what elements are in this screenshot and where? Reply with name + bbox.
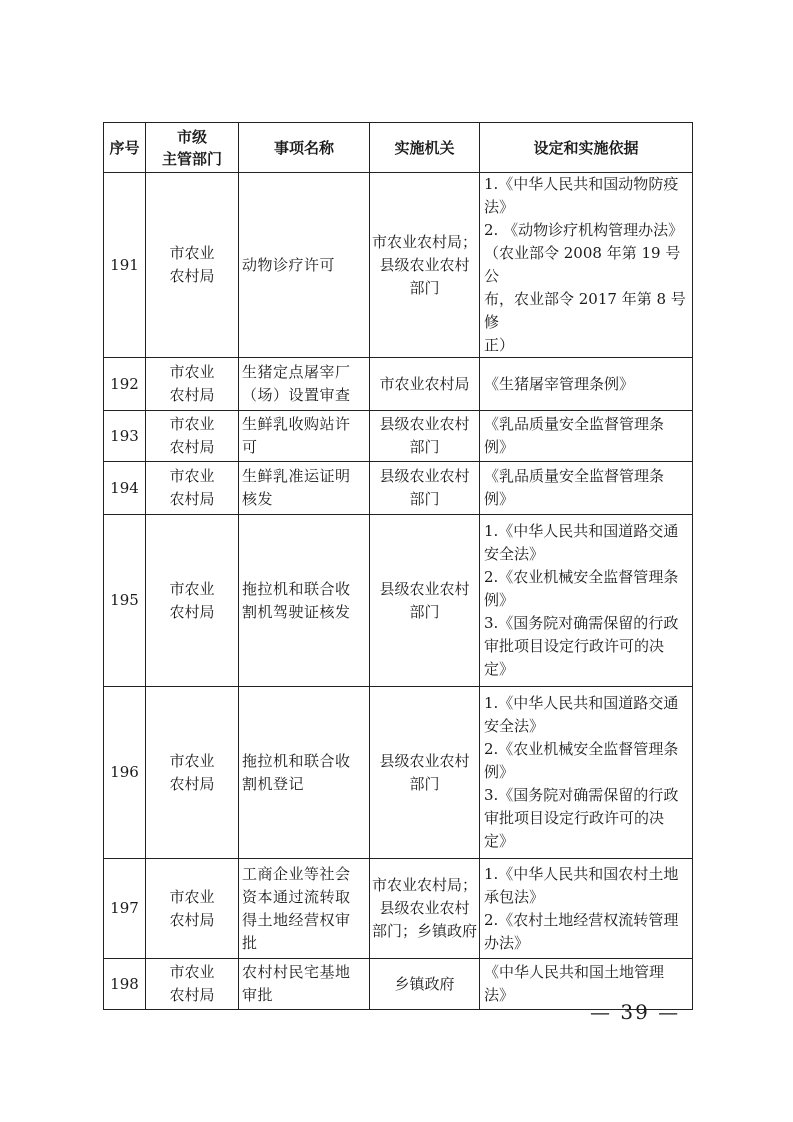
- cell-org: 乡镇政府: [370, 959, 480, 1010]
- cell-basis: 《乳品质量安全监督管理条 例》: [480, 462, 693, 515]
- cell-basis: 1.《中华人民共和国道路交通 安全法》 2.《农业机械安全监督管理条 例》 3.《国务院对确需保留的行政 审批项目设定行政许可的决 定》: [480, 515, 693, 687]
- cell-dept: 市农业 农村局: [146, 859, 239, 959]
- cell-item: 拖拉机和联合收 割机驾驶证核发: [239, 515, 370, 687]
- cell-seq: 193: [104, 411, 146, 462]
- cell-org: 县级农业农村 部门: [370, 411, 480, 462]
- cell-item: 拖拉机和联合收 割机登记: [239, 687, 370, 859]
- cell-item: 农村村民宅基地 审批: [239, 959, 370, 1010]
- table-row: [104, 173, 693, 358]
- cell-dept: 市农业 农村局: [146, 411, 239, 462]
- table-row: [104, 358, 693, 411]
- header-item: 事项名称: [239, 123, 370, 173]
- cell-item: 生鲜乳收购站许 可: [239, 411, 370, 462]
- cell-seq: 192: [104, 358, 146, 411]
- cell-item: 动物诊疗许可: [239, 173, 370, 358]
- cell-item: 生猪定点屠宰厂 （场）设置审查: [239, 358, 370, 411]
- header-seq: 序号: [104, 123, 146, 173]
- cell-dept: 市农业 农村局: [146, 515, 239, 687]
- header-basis: 设定和实施依据: [480, 123, 693, 173]
- cell-basis: 《中华人民共和国土地管理 法》: [480, 959, 693, 1010]
- cell-seq: 195: [104, 515, 146, 687]
- cell-basis: 《乳品质量安全监督管理条 例》: [480, 411, 693, 462]
- cell-org: 市农业农村局: [370, 358, 480, 411]
- cell-dept: 市农业 农村局: [146, 358, 239, 411]
- approval-items-table: [103, 122, 693, 1010]
- cell-basis: 1.《中华人民共和国农村土地 承包法》 2.《农村土地经营权流转管理 办法》: [480, 859, 693, 959]
- cell-dept: 市农业 农村局: [146, 462, 239, 515]
- cell-org: 县级农业农村 部门: [370, 462, 480, 515]
- cell-item: 工商企业等社会 资本通过流转取 得土地经营权审 批: [239, 859, 370, 959]
- cell-dept: 市农业 农村局: [146, 687, 239, 859]
- table-row: [104, 687, 693, 859]
- cell-org: 市农业农村局； 县级农业农村 部门；乡镇政府: [370, 859, 480, 959]
- table-row: [104, 859, 693, 959]
- page-number: — 39 —: [590, 1000, 681, 1024]
- table-row: [104, 462, 693, 515]
- table-row: [104, 411, 693, 462]
- table-row: [104, 515, 693, 687]
- cell-seq: 191: [104, 173, 146, 358]
- cell-org: 县级农业农村 部门: [370, 687, 480, 859]
- header-org: 实施机关: [370, 123, 480, 173]
- cell-seq: 196: [104, 687, 146, 859]
- cell-item: 生鲜乳准运证明 核发: [239, 462, 370, 515]
- cell-basis: 1.《中华人民共和国动物防疫 法》 2. 《动物诊疗机构管理办法》 （农业部令 2008 年第 19 号公 布，农业部令 2017 年第 8 号修 正）: [480, 173, 693, 358]
- cell-org: 县级农业农村 部门: [370, 515, 480, 687]
- header-dept: 市级 主管部门: [146, 123, 239, 173]
- cell-org: 市农业农村局； 县级农业农村 部门: [370, 173, 480, 358]
- cell-seq: 194: [104, 462, 146, 515]
- cell-basis: 《生猪屠宰管理条例》: [480, 358, 693, 411]
- cell-dept: 市农业 农村局: [146, 173, 239, 358]
- cell-dept: 市农业 农村局: [146, 959, 239, 1010]
- cell-basis: 1.《中华人民共和国道路交通 安全法》 2.《农业机械安全监督管理条 例》 3.《国务院对确需保留的行政 审批项目设定行政许可的决 定》: [480, 687, 693, 859]
- cell-seq: 198: [104, 959, 146, 1010]
- table-header-row: [104, 123, 693, 173]
- cell-seq: 197: [104, 859, 146, 959]
